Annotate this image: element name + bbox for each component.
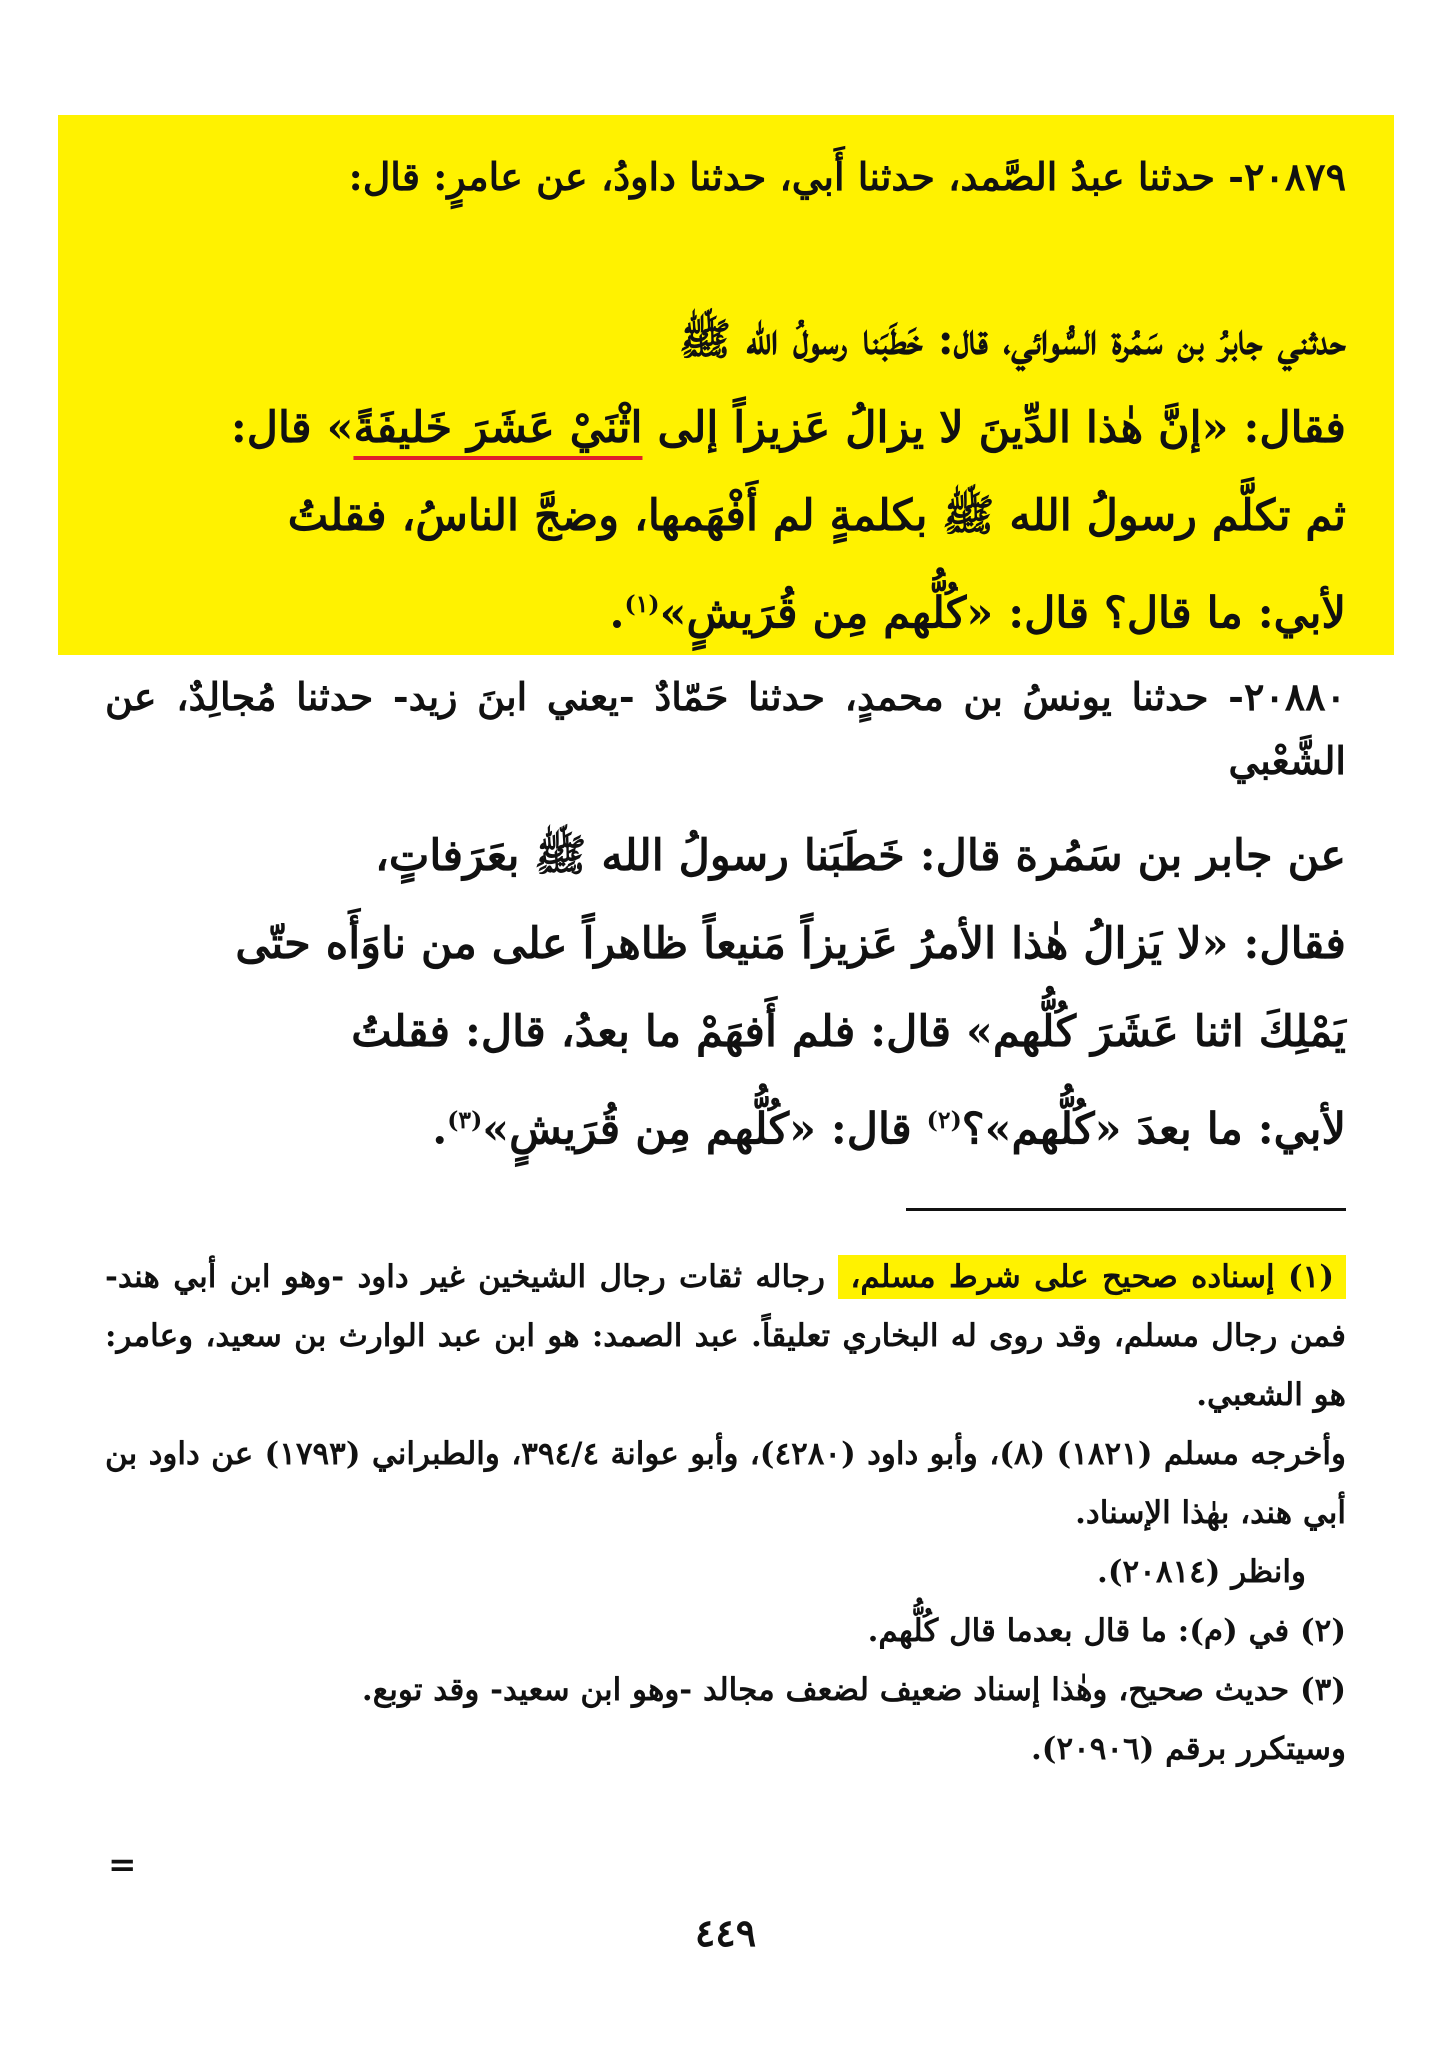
footnote-2: (٢) في (م): ما قال بعدما قال كُلُّهم.	[867, 1613, 1346, 1649]
footnote-1-highlight: (١) إسناده صحيح على شرط مسلم،	[838, 1255, 1346, 1299]
hadith-2-matn	[105, 812, 1346, 1173]
footnote-1-sources: وأخرجه مسلم (١٨٢١) (٨)، وأبو داود (٤٢٨٠)، وأبو عوانة ٣٩٤/٤، والطبراني (١٧٩٣) عن داود بن أبي هند، بهٰذا الإسناد.	[105, 1436, 1346, 1531]
hadith-1-line-2: فقال: «إنَّ هٰذا الدِّينَ لا يزالُ عَزيزاً إلى اثْنَيْ عَشَرَ خَليفَةً» قال:	[230, 403, 1346, 453]
footnote-ref-2: (٢)	[926, 1106, 962, 1134]
hadith-2-line-2: فقال: «لا يَزالُ هٰذا الأمرُ عَزيزاً مَنيعاً ظاهراً على من ناوَأَه حتّى	[235, 919, 1346, 969]
underlined-twelve-caliphs: اثْنَيْ عَشَرَ خَليفَةً	[353, 403, 643, 453]
hadith-1-matn	[105, 296, 1346, 657]
hadith-2-line-4: لأبي: ما بعدَ «كُلُّهم»؟$^{(٢)}$ قال: «كُلُّهم مِن قُرَيشٍ»$^{(٣)}$.	[432, 1104, 1346, 1155]
footnote-3-repeat: وسيتكرر برقم (٢٠٩٠٦).	[1030, 1731, 1346, 1767]
hadith-2-isnad: ٢٠٨٨٠- حدثنا يونسُ بن محمدٍ، حدثنا حَمّادٌ -يعني ابنَ زيد- حدثنا مُجالِدٌ، عن الشَّعْبي	[105, 674, 1346, 783]
footnote-3: (٣) حديث صحيح، وهٰذا إسناد ضعيف لضعف مجالد -وهو ابن سعيد- وقد توبع.	[361, 1672, 1346, 1708]
hadith-2-line-3: يَمْلِكَ اثنا عَشَرَ كُلُّهم» قال: فلم أَفهَمْ ما بعدُ، قال: فقلتُ	[351, 1007, 1346, 1057]
footnote-separator	[906, 1208, 1346, 1211]
footnote-ref-1: (١)	[624, 590, 660, 618]
footnote-1: (١) إسناده صحيح على شرط مسلم، رجاله ثقات رجال الشيخين غير داود -وهو ابن أبي هند- فمن رجال مسلم، وقد روى له البخاري تعليقاً. عبد الصمد: هو ابن عبد الوارث بن سعيد، وعامر: هو الشعبي.	[105, 1248, 1346, 1425]
footnotes	[105, 1248, 1346, 1779]
page-number: ٤٤٩	[694, 1910, 757, 1955]
hadith-1-isnad: ٢٠٨٧٩- حدثنا عبدُ الصَّمد، حدثنا أَبي، حدثنا داودُ، عن عامرٍ: قال:	[348, 154, 1346, 199]
hadith-1-line-1: حدثني جابرُ بن سَمُرة السُّوائي، قال: خَطَبَنا رسولُ الله ﷺ	[679, 315, 1346, 365]
footnote-ref-3: (٣)	[447, 1106, 483, 1134]
hadith-1-line-3: ثم تكلَّم رسولُ الله ﷺ بكلمةٍ لم أَفْهَمها، وضجَّ الناسُ، فقلتُ	[287, 491, 1346, 541]
continuation-mark: =	[108, 1845, 137, 1885]
hadith-1-line-4: لأبي: ما قال؟ قال: «كُلُّهم مِن قُرَيشٍ»$^{(١)}$.	[609, 588, 1346, 639]
hadith-2-line-1: عن جابر بن سَمُرة قال: خَطَبَنا رسولُ الله ﷺ بعَرَفاتٍ،	[374, 831, 1346, 881]
footnote-1-see-also: وانظر (٢٠٨١٤).	[1097, 1554, 1306, 1590]
